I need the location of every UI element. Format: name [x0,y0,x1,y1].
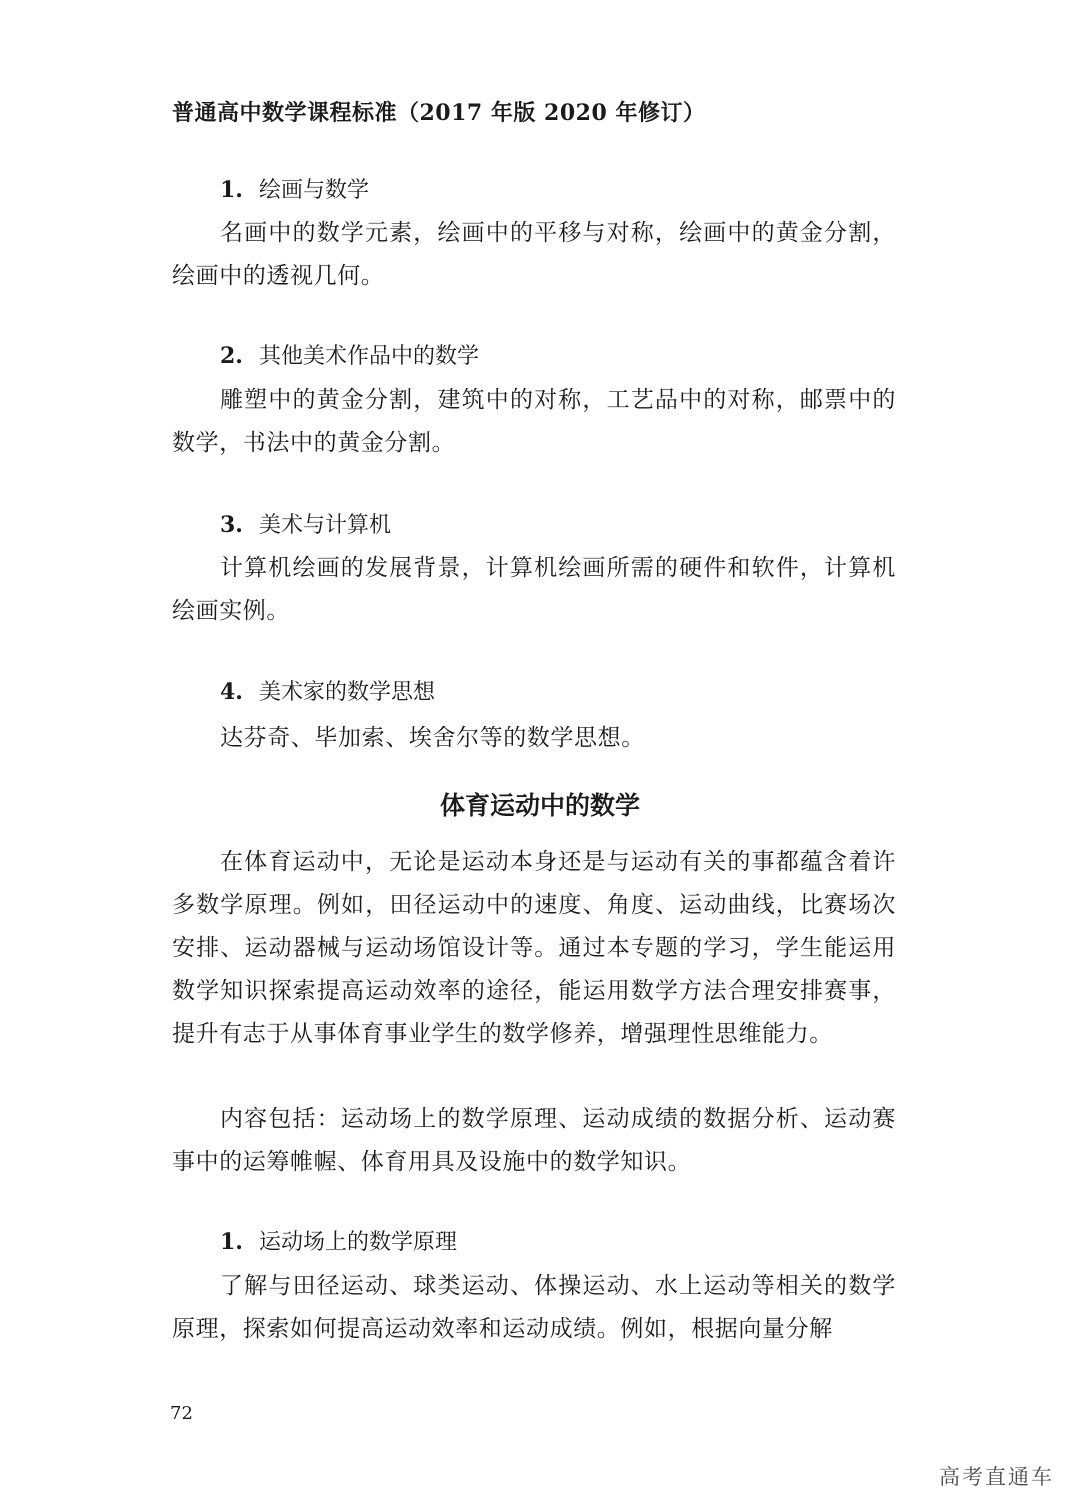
section-number: 4. [220,679,243,705]
section-number: 1. [220,177,243,203]
section-title: 其他美术作品中的数学 [258,344,479,369]
section-body: 计算机绘画的发展背景，计算机绘画所需的硬件和软件，计算机绘画实例。 [172,555,896,624]
sports-intro-paragraph: 在体育运动中，无论是运动本身还是与运动有关的事都蕴含着许多数学原理。例如，田径运动中的速度、角度、运动曲线，比赛场次安排、运动器械与运动场馆设计等。通过本专题的学习，学生能运用数学知识探索提高运动效率的途径，能运用数学方法合理安排赛事，提升有志于从事体育事业学生的数学修养，增强理性思维能力。 [172,849,896,1047]
subsection-body: 了解与田径运动、球类运动、体操运动、水上运动等相关的数学原理，探索如何提高运动效率和运动成绩。例如，根据向量分解 [172,1273,896,1342]
subsection-heading [220,1225,457,1256]
section-heading [220,173,369,204]
section-number: 3. [220,512,243,538]
subsection-title: 运动场上的数学原理 [258,1230,457,1255]
watermark: 高考直通车 [939,1465,1054,1489]
subsection-number: 1. [220,1229,243,1255]
section-body: 达芬奇、毕加索、埃舍尔等的数学思想。 [220,725,645,751]
page-number: 72 [170,1403,193,1424]
section-title-sports: 体育运动中的数学 [439,791,640,820]
section-heading [220,508,391,539]
section-title: 美术家的数学思想 [258,680,435,705]
section-title: 美术与计算机 [258,513,391,538]
section-heading [220,675,435,706]
section-title: 绘画与数学 [258,178,369,203]
section-body: 雕塑中的黄金分割，建筑中的对称，工艺品中的对称，邮票中的数学，书法中的黄金分割。 [172,387,896,456]
section-body: 名画中的数学元素，绘画中的平移与对称，绘画中的黄金分割，绘画中的透视几何。 [172,220,896,289]
page-header: 普通高中数学课程标准（2017 年版 2020 年修订） [172,100,706,126]
section-number: 2. [220,343,243,369]
section-heading [220,339,479,370]
sports-content-paragraph: 内容包括：运动场上的数学原理、运动成绩的数据分析、运动赛事中的运筹帷幄、体育用具及设施中的数学知识。 [172,1106,896,1175]
